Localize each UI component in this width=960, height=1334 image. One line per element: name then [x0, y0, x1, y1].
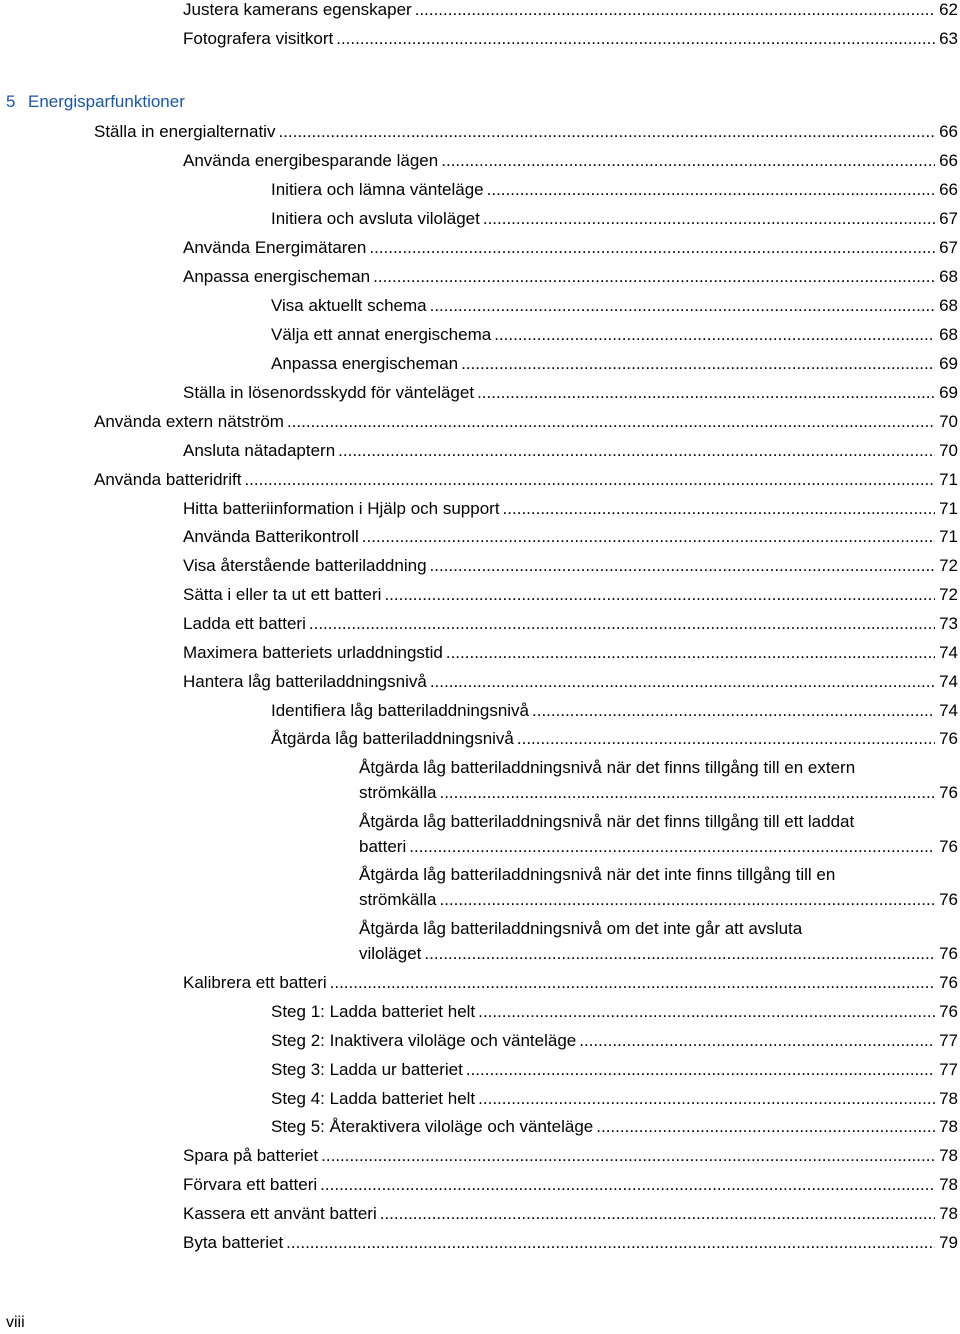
toc-entry-text: Hantera låg batteriladdningsnivå [183, 672, 427, 691]
dot-leader [596, 1114, 935, 1139]
toc-entry[interactable] [271, 726, 958, 751]
toc-page-number: 76 [939, 837, 958, 856]
dot-leader [439, 887, 935, 912]
toc-page-number: 66 [939, 122, 958, 141]
toc-entry-text: Anpassa energischeman [183, 267, 371, 286]
toc-entry[interactable] [183, 264, 958, 289]
toc-entry-text: Steg 2: Inaktivera viloläge och vänteläge [271, 1031, 577, 1050]
toc-page-number: 74 [939, 701, 958, 720]
toc-entry[interactable] [271, 293, 958, 318]
toc-entry-text: Använda Energimätaren [183, 238, 367, 257]
dot-leader [441, 148, 935, 173]
toc-entry[interactable] [94, 119, 958, 144]
dot-leader [430, 669, 935, 694]
toc-entry[interactable] [183, 1201, 958, 1226]
dot-leader [439, 780, 935, 805]
dot-leader [503, 496, 936, 521]
toc-entry-text-continued: batteri [359, 837, 407, 856]
toc-entry-text: Kassera ett använt batteri [183, 1204, 377, 1223]
dot-leader [369, 235, 935, 260]
toc-entry[interactable] [183, 1172, 958, 1197]
dot-leader [415, 0, 935, 22]
toc-entry-text: Ladda ett batteri [183, 614, 306, 633]
toc-entry-text: Använda extern nätström [94, 412, 284, 431]
dot-leader [461, 351, 935, 376]
toc-page-number: 67 [939, 209, 958, 228]
chapter-heading[interactable] [6, 89, 185, 114]
toc-entry[interactable] [183, 1230, 958, 1255]
dot-leader [320, 1172, 935, 1197]
toc-page-number: 70 [939, 412, 958, 431]
toc-entry-text: Ställa in lösenordsskydd för vänteläget [183, 383, 475, 402]
dot-leader [483, 206, 935, 231]
toc-entry-text: Byta batteriet [183, 1233, 284, 1252]
toc-entry-text: Åtgärda låg batteriladdningsnivå när det inte finns tillgång till en [359, 865, 836, 884]
toc-entry[interactable] [359, 941, 958, 966]
toc-entry[interactable] [271, 999, 958, 1024]
toc-entry[interactable] [183, 26, 958, 51]
dot-leader [309, 611, 935, 636]
toc-entry[interactable] [183, 148, 958, 173]
toc-entry-text-continued: strömkälla [359, 890, 437, 909]
toc-page-number: 72 [939, 585, 958, 604]
toc-page-number: 71 [939, 470, 958, 489]
toc-entry[interactable] [271, 322, 958, 347]
toc-entry[interactable] [94, 409, 958, 434]
toc-page-number: 76 [939, 973, 958, 992]
toc-entry[interactable] [271, 698, 958, 723]
toc-entry[interactable] [183, 235, 958, 260]
dot-leader [287, 409, 935, 434]
toc-entry-text: Sätta i eller ta ut ett batteri [183, 585, 382, 604]
toc-entry[interactable] [183, 0, 958, 22]
toc-page-number: 72 [939, 556, 958, 575]
dot-leader [321, 1143, 935, 1168]
toc-page-number: 78 [939, 1175, 958, 1194]
toc-page-number: 71 [939, 527, 958, 546]
toc-entry-text: Använda Batterikontroll [183, 527, 359, 546]
toc-page-number: 78 [939, 1146, 958, 1165]
toc-entry[interactable] [183, 438, 958, 463]
toc-entry[interactable] [271, 177, 958, 202]
dot-leader [278, 119, 935, 144]
toc-entry[interactable] [271, 1086, 958, 1111]
toc-entry-text: Steg 4: Ladda batteriet helt [271, 1089, 476, 1108]
toc-entry-text: Ansluta nätadaptern [183, 441, 336, 460]
toc-page-number: 69 [939, 383, 958, 402]
toc-page-number: 67 [939, 238, 958, 257]
dot-leader [362, 524, 935, 549]
dot-leader [478, 1086, 935, 1111]
chapter-number: 5 [6, 92, 16, 111]
toc-entry-text-continued: viloläget [359, 944, 422, 963]
toc-entry-text: Initiera och lämna vänteläge [271, 180, 484, 199]
toc-entry-text: Åtgärda låg batteriladdningsnivå [271, 729, 514, 748]
toc-entry-text: Steg 3: Ladda ur batteriet [271, 1060, 463, 1079]
toc-entry[interactable] [271, 1114, 958, 1139]
toc-page-number: 79 [939, 1233, 958, 1252]
toc-entry[interactable] [94, 467, 958, 492]
toc-entry-text: Maximera batteriets urladdningstid [183, 643, 443, 662]
toc-entry[interactable] [359, 887, 958, 912]
toc-entry[interactable] [359, 834, 958, 859]
toc-entry-text: Åtgärda låg batteriladdningsnivå när det finns tillgång till ett laddat [359, 812, 855, 831]
toc-page-number: 76 [939, 944, 958, 963]
dot-leader [579, 1028, 935, 1053]
toc-entry-text: Fotografera visitkort [183, 29, 334, 48]
toc-entry-text: Visa återstående batteriladdning [183, 556, 427, 575]
toc-entry-text: Justera kamerans egenskaper [183, 0, 412, 19]
toc-page-number: 77 [939, 1060, 958, 1079]
toc-entry[interactable] [183, 611, 958, 636]
chapter-title: Energisparfunktioner [28, 92, 185, 111]
toc-entry-text: Anpassa energischeman [271, 354, 459, 373]
toc-entry[interactable] [183, 524, 958, 549]
toc-entry[interactable] [183, 669, 958, 694]
toc-entry[interactable] [271, 351, 958, 376]
dot-leader [430, 553, 936, 578]
page-number: viii [6, 1314, 25, 1331]
toc-entry[interactable] [183, 640, 958, 665]
toc-page-number: 76 [939, 1002, 958, 1021]
dot-leader [466, 1057, 935, 1082]
toc-page-number: 66 [939, 151, 958, 170]
toc-entry[interactable] [271, 1057, 958, 1082]
toc-entry-text: Steg 5: Återaktivera viloläge och vänteläge [271, 1117, 594, 1136]
dot-leader [286, 1230, 935, 1255]
dot-leader [384, 582, 935, 607]
dot-leader [517, 726, 935, 751]
dot-leader [409, 834, 935, 859]
dot-leader [478, 999, 935, 1024]
toc-page-number: 73 [939, 614, 958, 633]
toc-entry-text: Steg 1: Ladda batteriet helt [271, 1002, 476, 1021]
toc-entry[interactable] [359, 780, 958, 805]
toc-entry-text-continued: strömkälla [359, 783, 437, 802]
toc-page-number: 63 [939, 29, 958, 48]
toc-entry-text: Visa aktuellt schema [271, 296, 427, 315]
dot-leader [336, 26, 935, 51]
toc-page-number: 78 [939, 1117, 958, 1136]
toc-page-number: 70 [939, 441, 958, 460]
toc-page-number: 78 [939, 1089, 958, 1108]
toc-page-number: 76 [939, 890, 958, 909]
toc-entry[interactable] [183, 496, 958, 521]
toc-entry-text: Använda energibesparande lägen [183, 151, 439, 170]
dot-leader [430, 293, 935, 318]
toc-entry-text: Välja ett annat energischema [271, 325, 492, 344]
toc-page-number: 68 [939, 296, 958, 315]
toc-entry[interactable] [271, 1028, 958, 1053]
toc-entry-text: Hitta batteriinformation i Hjälp och support [183, 499, 500, 518]
toc-entry-text: Kalibrera ett batteri [183, 973, 327, 992]
dot-leader [424, 941, 935, 966]
toc-page-number: 74 [939, 672, 958, 691]
toc-page-number: 77 [939, 1031, 958, 1050]
dot-leader [373, 264, 935, 289]
toc-entry-text: Spara på batteriet [183, 1146, 319, 1165]
dot-leader [338, 438, 935, 463]
toc-page-number: 78 [939, 1204, 958, 1223]
toc-page-number: 71 [939, 499, 958, 518]
toc-entry-text: Identifiera låg batteriladdningsnivå [271, 701, 530, 720]
toc-entry-text: Förvara ett batteri [183, 1175, 318, 1194]
dot-leader [494, 322, 935, 347]
toc-page-number: 69 [939, 354, 958, 373]
toc-entry[interactable] [271, 206, 958, 231]
toc-entry-text: Åtgärda låg batteriladdningsnivå när det finns tillgång till en extern [359, 758, 856, 777]
toc-entry[interactable] [183, 380, 958, 405]
toc-page-number: 76 [939, 783, 958, 802]
dot-leader [487, 177, 935, 202]
dot-leader [380, 1201, 935, 1226]
toc-page-number: 68 [939, 267, 958, 286]
dot-leader [532, 698, 935, 723]
dot-leader [477, 380, 935, 405]
toc-page-number: 76 [939, 729, 958, 748]
toc-page-number: 66 [939, 180, 958, 199]
dot-leader [446, 640, 935, 665]
dot-leader [244, 467, 935, 492]
toc-entry-text: Åtgärda låg batteriladdningsnivå om det inte går att avsluta [359, 919, 803, 938]
toc-entry-text: Använda batteridrift [94, 470, 242, 489]
toc-entry[interactable] [183, 1143, 958, 1168]
toc-page-number: 62 [939, 0, 958, 19]
toc-entry[interactable] [183, 582, 958, 607]
toc-entry[interactable] [183, 553, 958, 578]
toc-page-number: 68 [939, 325, 958, 344]
toc-entry[interactable] [183, 970, 958, 995]
toc-page-number: 74 [939, 643, 958, 662]
dot-leader [330, 970, 935, 995]
toc-entry-text: Ställa in energialternativ [94, 122, 276, 141]
toc-entry-text: Initiera och avsluta viloläget [271, 209, 480, 228]
